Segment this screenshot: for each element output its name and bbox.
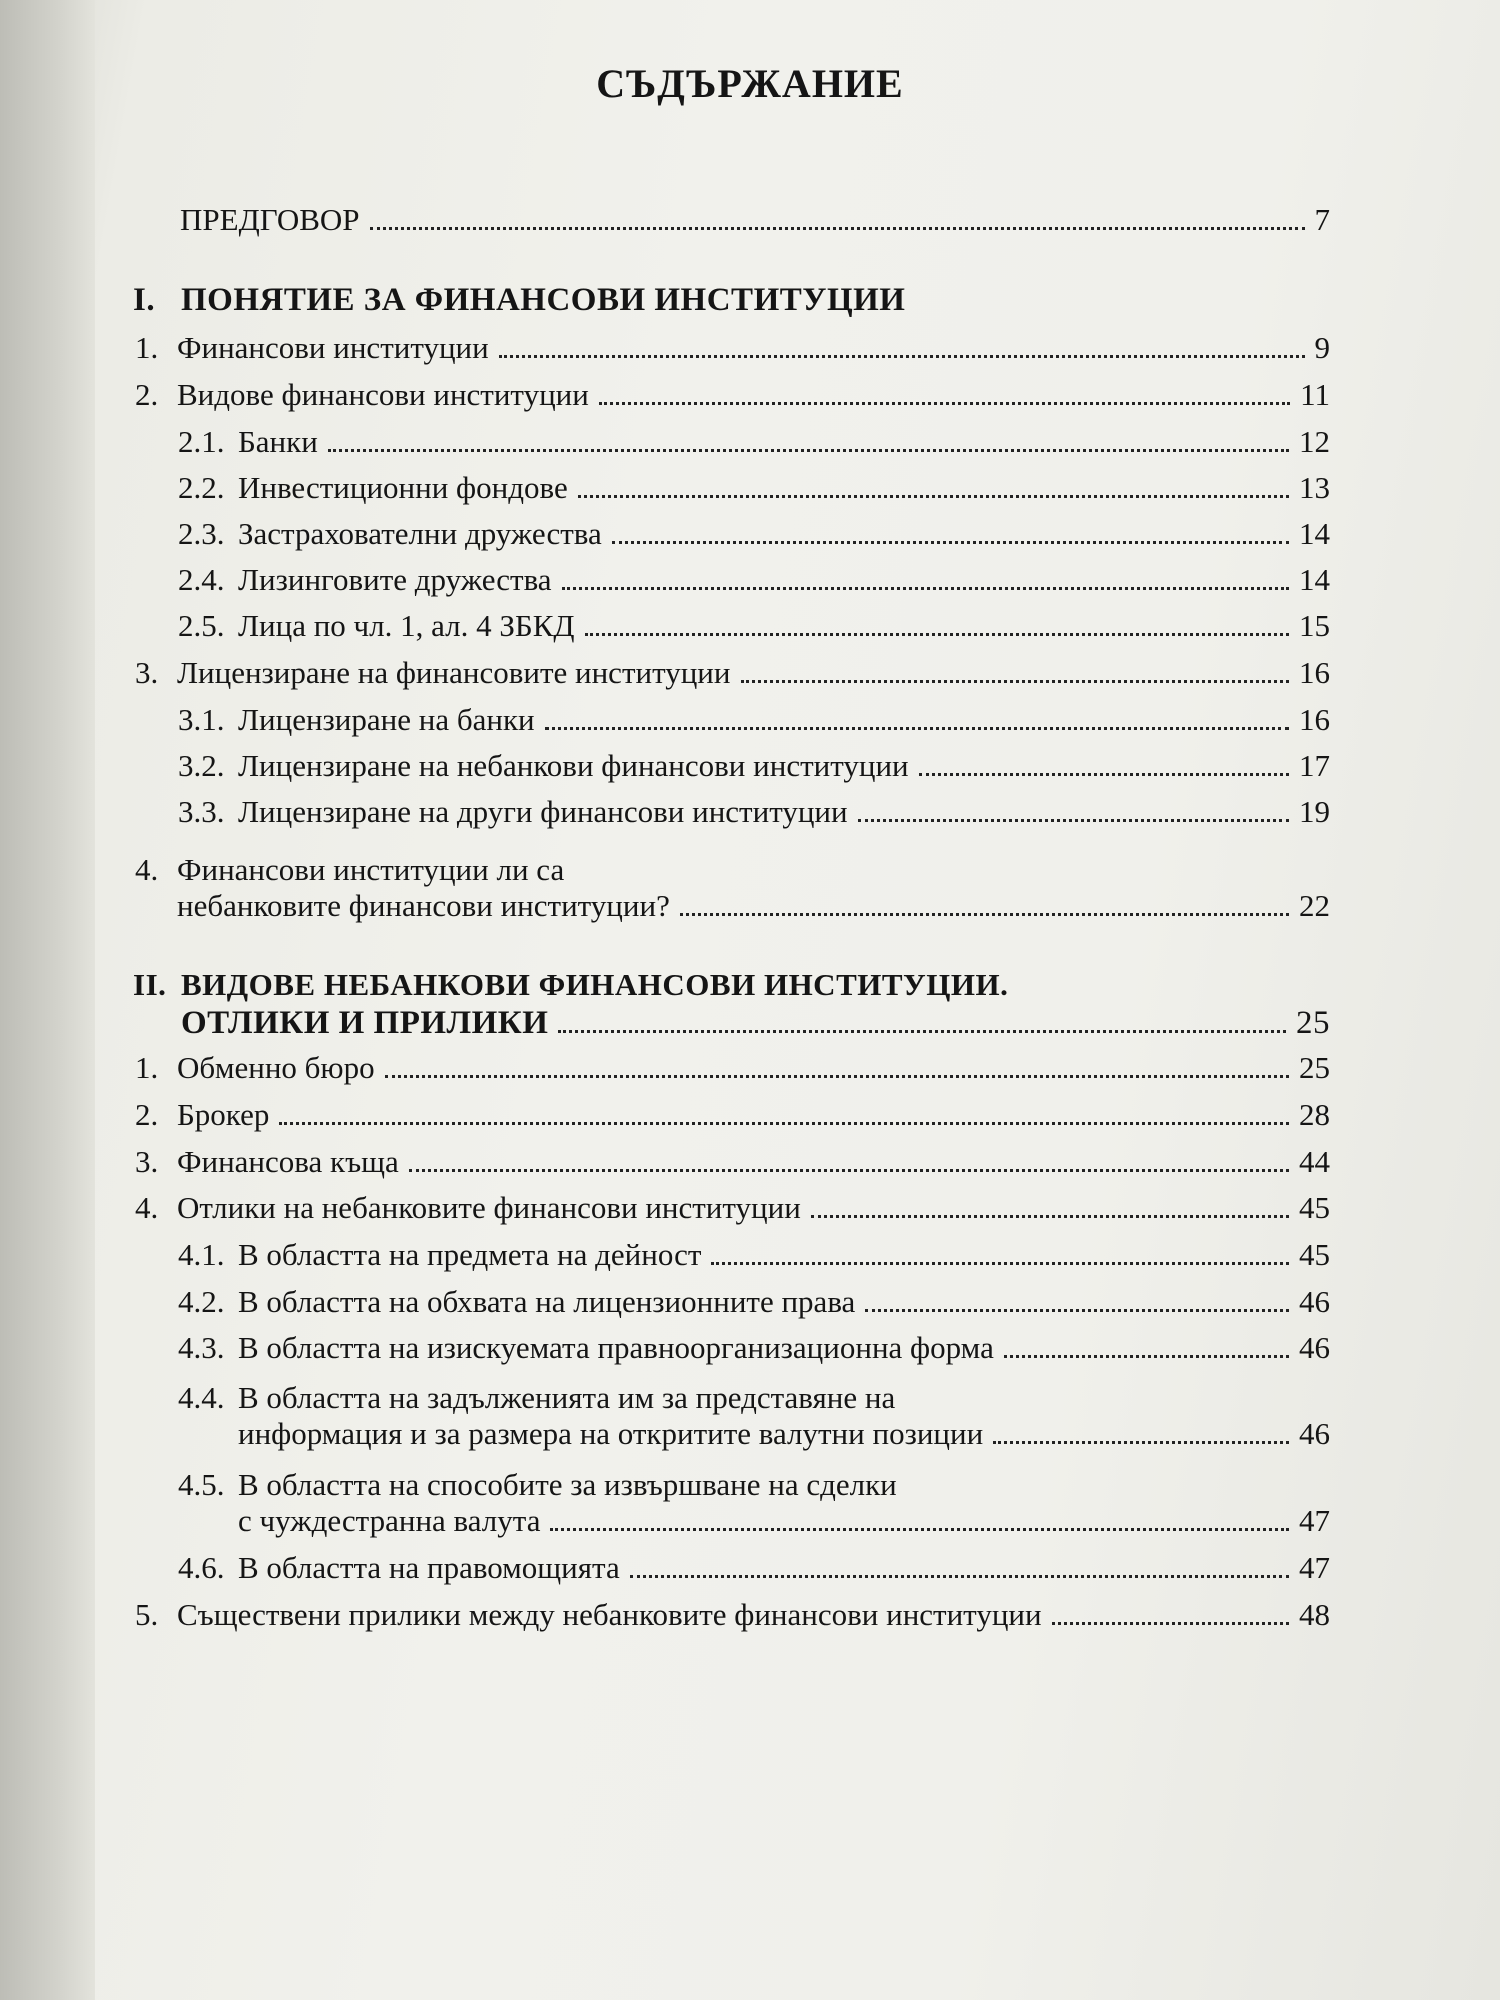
toc-subentry: 2.3. Застрахователни дружества 14 [178, 516, 1330, 551]
toc-subentry: 4.2. В областта на обхвата на лицензионните права 46 [178, 1284, 1330, 1319]
toc-entry: 3. Финансова къща 44 [135, 1144, 1330, 1179]
toc-subentry-line2: с чуждестранна валута 47 [238, 1503, 1330, 1538]
part-heading-2-line2: ОТЛИКИ И ПРИЛИКИ 25 [181, 1005, 1330, 1041]
page-title: СЪДЪРЖАНИЕ [596, 61, 904, 106]
toc-subentry: 2.2. Инвестиционни фондове 13 [178, 470, 1330, 505]
page-gutter-shadow [0, 0, 95, 2000]
toc-subentry: 2.1. Банки 12 [178, 424, 1330, 459]
toc-entry-line2: небанковите финансови институции? 22 [177, 888, 1330, 923]
toc-subentry: 2.5. Лица по чл. 1, ал. 4 ЗБКД 15 [178, 608, 1330, 643]
toc-subentry: 3.3. Лицензиране на други финансови институции 19 [178, 794, 1330, 829]
toc-entry-preface: ПРЕДГОВОР 7 [180, 202, 1330, 237]
toc-entry: 1. Финансови институции 9 [135, 330, 1330, 365]
leader-dots [370, 227, 1305, 230]
toc-subentry: 4.3. В областта на изискуемата правноорганизационна форма 46 [178, 1330, 1330, 1365]
toc-subentry-line1: 4.5. В областта на способите за извършване на сделки [178, 1467, 897, 1502]
toc-entry: 2. Брокер 28 [135, 1097, 1330, 1132]
toc-entry: 2. Видове финансови институции 11 [135, 377, 1330, 412]
toc-entry: 4. Отлики на небанковите финансови институции 45 [135, 1190, 1330, 1225]
toc-subentry-line1: 4.4. В областта на задълженията им за представяне на [178, 1380, 896, 1415]
toc-subentry-line2: информация и за размера на откритите валутни позиции 46 [238, 1416, 1330, 1451]
toc-subentry: 3.2. Лицензиране на небанкови финансови институции 17 [178, 748, 1330, 783]
part-heading-2: II. ВИДОВЕ НЕБАНКОВИ ФИНАНСОВИ ИНСТИТУЦИИ. [133, 967, 1009, 1002]
toc-subentry: 2.4. Лизинговите дружества 14 [178, 562, 1330, 597]
toc-subentry: 3.1. Лицензиране на банки 16 [178, 702, 1330, 737]
toc-subentry: 4.1. В областта на предмета на дейност 45 [178, 1237, 1330, 1272]
toc-entry: 5. Съществени прилики между небанковите финансови институции 48 [135, 1597, 1330, 1632]
toc-subentry: 4.6. В областта на правомощията 47 [178, 1550, 1330, 1585]
toc-entry: 1. Обменно бюро 25 [135, 1050, 1330, 1085]
part-heading-1: I. ПОНЯТИЕ ЗА ФИНАНСОВИ ИНСТИТУЦИИ [133, 282, 906, 318]
toc-entry-line1: 4. Финансови институции ли са [135, 852, 565, 887]
toc-entry: 3. Лицензиране на финансовите институции 16 [135, 655, 1330, 690]
